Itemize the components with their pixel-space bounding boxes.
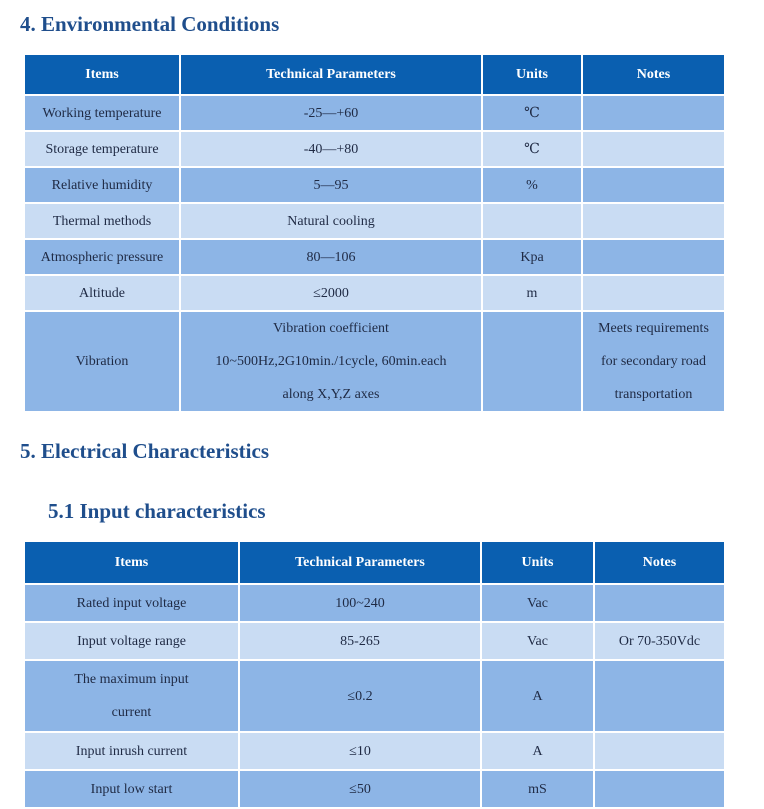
cell-item: Altitude — [24, 275, 180, 311]
header-notes: Notes — [594, 541, 725, 584]
item-line: current — [111, 705, 152, 720]
cell-unit: ℃ — [482, 95, 582, 131]
table-row — [24, 622, 725, 660]
cell-param: Natural cooling — [180, 203, 482, 239]
header-notes: Notes — [582, 54, 725, 95]
cell-param: 5—95 — [180, 167, 482, 203]
note-line: for secondary road — [601, 354, 706, 369]
table-row — [24, 584, 725, 622]
table-row — [24, 203, 725, 239]
header-units: Units — [482, 54, 582, 95]
item-line: The maximum input — [74, 672, 189, 687]
note-line: Meets requirements — [598, 321, 709, 336]
cell-param: 80—106 — [180, 239, 482, 275]
cell-item: Input voltage range — [24, 622, 239, 660]
table-row — [24, 131, 725, 167]
cell-item — [24, 660, 239, 732]
cell-item: Input inrush current — [24, 732, 239, 770]
table-row — [24, 275, 725, 311]
cell-param: -25—+60 — [180, 95, 482, 131]
environmental-conditions-table — [23, 53, 726, 413]
param-line: along X,Y,Z axes — [282, 387, 380, 402]
cell-note: Or 70-350Vdc — [594, 622, 725, 660]
cell-unit: m — [482, 275, 582, 311]
table-row — [24, 732, 725, 770]
note-line: transportation — [614, 387, 693, 402]
section-title-environmental: 4. Environmental Conditions — [20, 12, 280, 36]
cell-param: ≤50 — [239, 770, 481, 808]
cell-item: Atmospheric pressure — [24, 239, 180, 275]
cell-unit: A — [481, 660, 594, 732]
cell-param: ≤0.2 — [239, 660, 481, 732]
table-header-row — [24, 541, 725, 584]
table-row — [24, 239, 725, 275]
cell-note — [582, 131, 725, 167]
header-items: Items — [24, 541, 239, 584]
input-characteristics-table — [23, 540, 726, 809]
cell-item: Working temperature — [24, 95, 180, 131]
cell-item: Thermal methods — [24, 203, 180, 239]
cell-note — [582, 311, 725, 412]
cell-note — [582, 203, 725, 239]
section-title-electrical: 5. Electrical Characteristics — [20, 439, 269, 463]
cell-param: 100~240 — [239, 584, 481, 622]
cell-unit: Vac — [481, 622, 594, 660]
cell-unit: Vac — [481, 584, 594, 622]
cell-note — [594, 770, 725, 808]
cell-note — [594, 732, 725, 770]
param-line: 10~500Hz,2G10min./1cycle, 60min.each — [215, 354, 447, 369]
cell-note — [582, 95, 725, 131]
cell-note — [582, 239, 725, 275]
cell-unit: ℃ — [482, 131, 582, 167]
table-row-vibration — [24, 311, 725, 412]
cell-note — [582, 275, 725, 311]
cell-note — [594, 584, 725, 622]
cell-param: ≤10 — [239, 732, 481, 770]
table-header-row — [24, 54, 725, 95]
cell-param — [180, 311, 482, 412]
cell-unit: Kpa — [482, 239, 582, 275]
cell-param: 85-265 — [239, 622, 481, 660]
cell-unit: % — [482, 167, 582, 203]
cell-param: -40—+80 — [180, 131, 482, 167]
cell-unit: mS — [481, 770, 594, 808]
header-technical-parameters: Technical Parameters — [239, 541, 481, 584]
cell-item: Input low start — [24, 770, 239, 808]
param-line: Vibration coefficient — [273, 321, 389, 336]
header-units: Units — [481, 541, 594, 584]
cell-param: ≤2000 — [180, 275, 482, 311]
header-items: Items — [24, 54, 180, 95]
cell-item: Rated input voltage — [24, 584, 239, 622]
cell-item: Storage temperature — [24, 131, 180, 167]
table-row — [24, 95, 725, 131]
cell-unit — [482, 311, 582, 412]
cell-unit — [482, 203, 582, 239]
cell-note — [582, 167, 725, 203]
cell-unit: A — [481, 732, 594, 770]
table-row — [24, 167, 725, 203]
cell-note — [594, 660, 725, 732]
table-row-max-current — [24, 660, 725, 732]
subsection-title-input: 5.1 Input characteristics — [48, 499, 266, 523]
table-row — [24, 770, 725, 808]
cell-item: Relative humidity — [24, 167, 180, 203]
cell-item: Vibration — [24, 311, 180, 412]
header-technical-parameters: Technical Parameters — [180, 54, 482, 95]
